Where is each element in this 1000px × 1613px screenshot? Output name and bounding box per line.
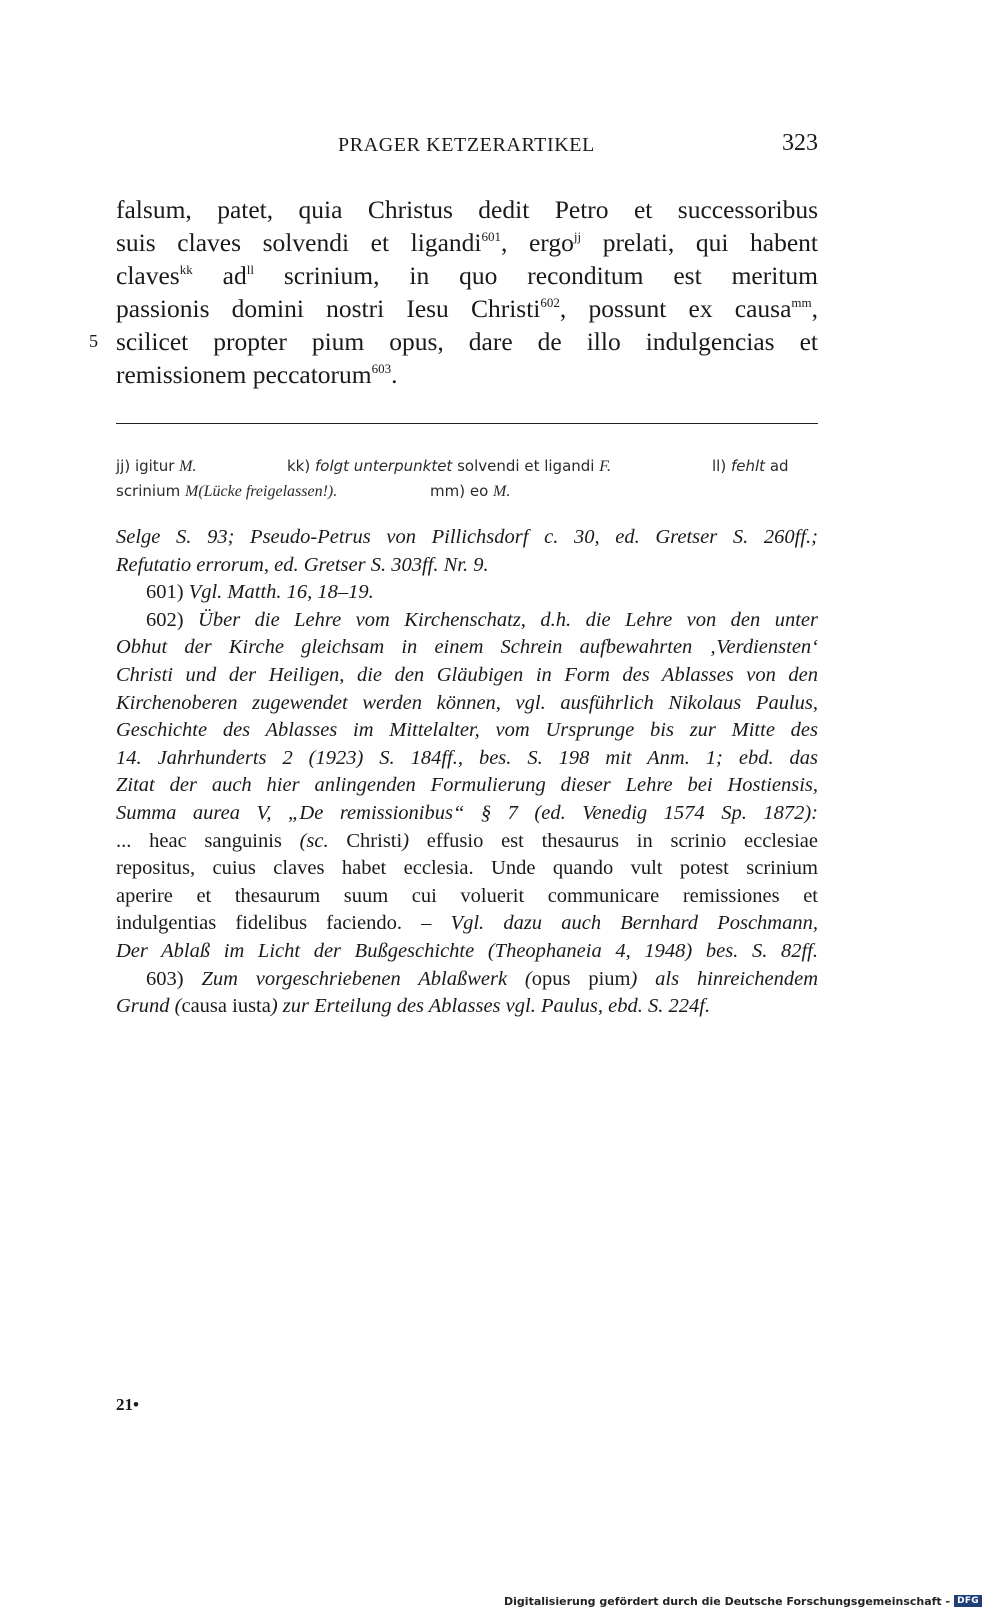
page-number: 323 xyxy=(782,130,818,156)
apparatus-kk-note: folgt unterpunktet xyxy=(315,457,453,475)
note-603-line-2 xyxy=(116,993,818,1021)
main-line-2-text-c: prelati, qui habent xyxy=(581,228,818,257)
note-602-line-5 xyxy=(116,717,818,745)
running-header xyxy=(115,130,818,164)
note-602-line-6 xyxy=(116,745,818,773)
note-602-quote-a: ... heac sanguinis xyxy=(116,829,300,852)
footnote-ref-602: 602 xyxy=(540,295,560,310)
apparatus-ref-kk: kk xyxy=(179,262,193,277)
digitization-footer xyxy=(504,1591,982,1611)
note-602-number: 602) xyxy=(146,608,184,631)
signature-mark: 21• xyxy=(116,1395,139,1414)
apparatus-line-1 xyxy=(116,454,818,479)
note-602-text-7: Zitat der auch hier anlingenden Formulierung dieser Lehre bei Hostiensis, xyxy=(116,774,818,797)
main-line-2-text-b: , ergo xyxy=(501,228,574,257)
note-601-text: Vgl. Matth. 16, 18–19. xyxy=(188,581,374,604)
note-602-line-2 xyxy=(116,634,818,662)
note-602-line-8 xyxy=(116,800,818,828)
apparatus-ll-cont-text: scrinium xyxy=(116,482,181,500)
commentary-source-1: Selge S. 93; Pseudo-Petrus von Pillichsdorf c. 30, ed. Gretser S. 260ff.; xyxy=(116,526,818,548)
main-line-1 xyxy=(116,193,818,226)
note-603-text-2b: causa iusta xyxy=(181,995,271,1018)
main-line-3-text-a: claves xyxy=(116,261,180,290)
note-603-text-1c: ) als hinreichendem xyxy=(630,967,819,990)
apparatus-kk-sigle: F. xyxy=(599,458,611,475)
note-602-text-12b: Vgl. dazu auch Bernhard Poschmann, xyxy=(450,912,818,935)
main-line-2-text-a: suis claves solvendi et ligandi xyxy=(116,228,482,257)
running-title: PRAGER KETZERARTIKEL xyxy=(338,134,595,156)
note-602-text-8: Summa aurea V, „De remissionibus“ § 7 (ed. Venedig 1574 Sp. 1872): xyxy=(116,801,818,824)
main-line-3-text-b: ad xyxy=(192,261,247,290)
apparatus-entry-ll xyxy=(712,454,789,479)
separator-rule xyxy=(116,423,818,424)
commentary-line-2 xyxy=(116,552,818,580)
apparatus-kk-text: solvendi et ligandi xyxy=(457,457,595,475)
dfg-logo-icon: DFG xyxy=(954,1595,982,1607)
note-602-line-12 xyxy=(116,910,818,938)
footnote-ref-601: 601 xyxy=(481,229,501,244)
note-602-text-5: Geschichte des Ablasses im Mittelalter, vom Ursprunge bis zur Mitte des xyxy=(116,719,818,742)
note-602-text-3: Christi und der Heiligen, die den Gläubigen in Form des Ablasses von den xyxy=(116,663,818,686)
apparatus-ref-mm: mm xyxy=(791,295,812,310)
note-602-quote-d: ) xyxy=(402,829,410,852)
apparatus-ll-cont-sigle: M xyxy=(184,483,199,500)
note-602-text-10: repositus, cuius claves habet ecclesia. Unde quando vult potest scrinium xyxy=(116,857,818,880)
note-602-line-3 xyxy=(116,662,818,690)
apparatus-entry-kk xyxy=(287,454,611,479)
note-601 xyxy=(116,579,818,607)
main-line-6-text-b: . xyxy=(391,360,398,389)
main-line-4 xyxy=(116,292,818,325)
footer-text: Digitalisierung gefördert durch die Deutsche Forschungsgemeinschaft - xyxy=(504,1594,951,1608)
apparatus-ll-cont-note: (Lücke freigelassen!). xyxy=(198,483,338,500)
main-line-4-text-b: , possunt ex causa xyxy=(559,294,792,323)
note-602-text-13: Der Ablaß im Licht der Bußgeschichte (Theophaneia 4, 1948) bes. S. 82ff. xyxy=(116,939,818,962)
apparatus-ll-text: ad xyxy=(769,457,789,475)
note-601-number: 601) xyxy=(146,581,184,604)
apparatus-jj-label: jj) igitur xyxy=(116,457,175,475)
note-603-number: 603) xyxy=(146,967,184,990)
note-602-line-1 xyxy=(116,607,818,635)
apparatus-ll-note: fehlt xyxy=(730,457,766,475)
note-602-line-9 xyxy=(116,828,818,856)
main-line-3-text-c: scrinium, in quo reconditum est meritum xyxy=(253,261,818,290)
note-602-text-4: Kirchenoberen zugewendet werden können, vgl. ausführlich Nikolaus Paulus, xyxy=(116,691,818,714)
note-602-line-10 xyxy=(116,855,818,883)
apparatus-jj-sigle: M. xyxy=(179,458,197,475)
main-line-5 xyxy=(89,325,818,358)
line-number-5: 5 xyxy=(89,331,98,351)
main-line-6-text-a: remissionem peccatorum xyxy=(116,360,372,389)
apparatus-entry-ll-cont xyxy=(116,479,337,504)
note-602-quote-c: Christi xyxy=(328,829,403,852)
apparatus-entry-mm xyxy=(430,479,510,504)
apparatus-line-2 xyxy=(116,479,818,504)
note-603-text-2a: Grund ( xyxy=(116,995,182,1018)
note-602-text-1: Über die Lehre vom Kirchenschatz, d.h. die Lehre von den unter xyxy=(198,608,819,631)
apparatus-mm-label: mm) eo xyxy=(430,482,489,500)
apparatus-ref-jj: jj xyxy=(573,229,582,244)
main-line-2 xyxy=(116,226,818,259)
main-line-6 xyxy=(116,358,818,391)
apparatus-mm-sigle: M. xyxy=(493,483,511,500)
main-line-4-text-c: , xyxy=(811,294,818,323)
note-602-text-11: aperire et thesaurum suum cui voluerit communicare remissiones et xyxy=(116,884,818,907)
note-603-line-1 xyxy=(116,966,818,994)
note-602-quote-e: effusio est thesaurus in scrinio ecclesiae xyxy=(409,829,818,852)
note-602-line-13 xyxy=(116,938,818,966)
apparatus-ll-label: ll) xyxy=(712,457,727,475)
commentary-source-2: Refutatio errorum, ed. Gretser S. 303ff. Nr. 9. xyxy=(116,553,489,576)
note-603-text-2c: ) zur Erteilung des Ablasses vgl. Paulus, ebd. S. 224f. xyxy=(270,995,711,1018)
main-line-3 xyxy=(116,259,818,292)
main-text xyxy=(89,193,818,391)
note-602-line-11 xyxy=(116,883,818,911)
note-602-quote-b: (sc. xyxy=(299,829,329,852)
apparatus-ref-ll: ll xyxy=(246,262,254,277)
main-line-4-text-a: passionis domini nostri Iesu Christi xyxy=(116,294,541,323)
apparatus-entry-jj xyxy=(116,454,196,479)
main-line-1-text: falsum, patet, quia Christus dedit Petro et successoribus xyxy=(116,195,818,224)
note-602-text-6: 14. Jahrhunderts 2 (1923) S. 184ff., bes. S. 198 mit Anm. 1; ebd. das xyxy=(116,746,818,769)
apparatus-kk-label: kk) xyxy=(287,457,311,475)
critical-apparatus xyxy=(116,454,818,504)
note-602-text-12a: indulgentias fidelibus faciendo. – xyxy=(116,912,451,935)
note-603-text-1b: opus pium xyxy=(531,967,631,990)
commentary-line-1 xyxy=(116,524,818,552)
main-line-5-text: scilicet propter pium opus, dare de illo indulgencias et xyxy=(116,327,818,356)
note-602-line-7 xyxy=(116,772,818,800)
commentary-notes xyxy=(116,524,818,1021)
footnote-ref-603: 603 xyxy=(371,361,392,376)
note-602-line-4 xyxy=(116,690,818,718)
note-603-text-1a: Zum vorgeschriebenen Ablaßwerk ( xyxy=(201,967,532,990)
note-602-text-2: Obhut der Kirche gleichsam in einem Schrein aufbewahrten ‚Verdiensten‘ xyxy=(116,636,818,659)
